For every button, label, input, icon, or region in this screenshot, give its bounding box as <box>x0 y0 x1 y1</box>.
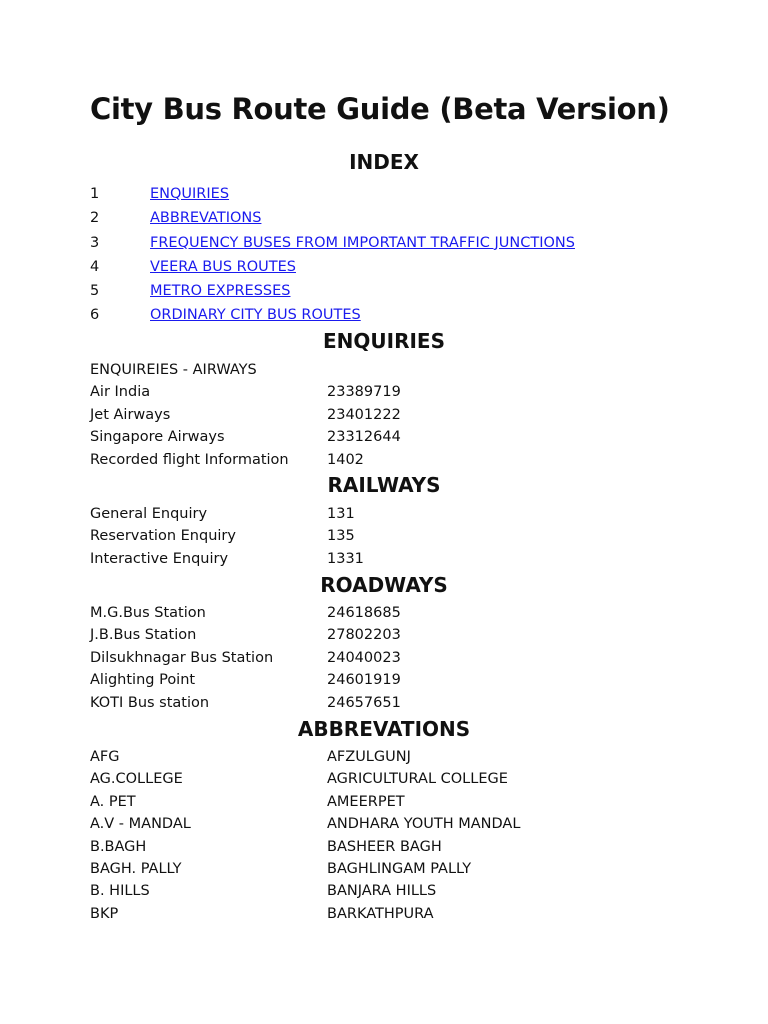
row-label: Interactive Enquiry <box>90 550 229 567</box>
abbrevations-heading: ABBREVATIONS <box>297 717 471 741</box>
row-value: 1331 <box>327 550 364 567</box>
abbrevation-code: AG.COLLEGE <box>90 771 183 788</box>
table-row <box>90 813 690 835</box>
table-row <box>90 692 690 714</box>
row-label: M.G.Bus Station <box>90 605 206 621</box>
abbrevation-code: A. PET <box>90 793 136 810</box>
row-label: Jet Airways <box>90 406 171 423</box>
index-item <box>90 231 690 255</box>
row-label: General Enquiry <box>90 506 208 522</box>
index-number: 2 <box>90 210 100 227</box>
abbrevation-code: B. HILLS <box>90 883 150 900</box>
abbrevation-meaning: BARKATHPURA <box>327 905 434 922</box>
document-title: City Bus Route Guide (Beta Version) <box>90 92 670 126</box>
table-row <box>90 903 690 925</box>
abbrevation-code: A.V - MANDAL <box>90 816 191 833</box>
row-label: KOTI Bus station <box>90 694 210 711</box>
index-link-abbrevations[interactable]: ABBREVATIONS <box>150 210 262 227</box>
index-link-frequency-buses[interactable]: FREQUENCY BUSES FROM IMPORTANT TRAFFIC JUNCTIONS <box>150 234 575 251</box>
abbrevation-meaning: BANJARA HILLS <box>327 883 437 900</box>
row-value: 131 <box>327 506 355 522</box>
abbrevation-code: AFG <box>90 749 120 765</box>
index-item <box>90 255 690 279</box>
table-row <box>90 503 690 525</box>
abbrevation-meaning: AMEERPET <box>327 793 405 810</box>
row-label: Air India <box>90 384 151 401</box>
table-row <box>90 768 690 790</box>
index-number: 3 <box>90 234 100 251</box>
table-row <box>90 449 690 471</box>
row-value: 24657651 <box>327 694 401 711</box>
row-value: 135 <box>327 528 355 545</box>
table-row <box>90 381 690 403</box>
abbrevation-meaning: AFZULGUNJ <box>327 749 411 765</box>
abbrevation-code: BKP <box>90 905 119 922</box>
abbrevation-meaning: AGRICULTURAL COLLEGE <box>327 771 508 788</box>
row-value: 1402 <box>327 451 364 468</box>
row-value: 23312644 <box>327 429 401 446</box>
table-row <box>90 858 690 880</box>
index-number: 4 <box>90 258 100 275</box>
index-link-metro-expresses[interactable]: METRO EXPRESSES <box>150 283 291 300</box>
index-item <box>90 182 690 206</box>
roadways-table <box>90 602 690 714</box>
abbrevation-code: BAGH. PALLY <box>90 860 182 877</box>
index-number: 6 <box>90 307 100 324</box>
index-item <box>90 279 690 303</box>
row-label: Alighting Point <box>90 672 196 689</box>
row-value: 27802203 <box>327 627 401 644</box>
abbrevation-meaning: BAGHLINGAM PALLY <box>327 860 472 877</box>
row-value: 24601919 <box>327 672 401 689</box>
row-label: Dilsukhnagar Bus Station <box>90 649 274 666</box>
table-row <box>90 669 690 691</box>
table-row <box>90 525 690 547</box>
enquiries-heading: ENQUIRIES <box>323 329 445 353</box>
index-heading: INDEX <box>349 150 419 174</box>
row-label: Recorded flight Information <box>90 451 289 468</box>
airways-enquiries-table <box>90 359 690 471</box>
index-number: 1 <box>90 186 100 202</box>
row-value: 24040023 <box>327 649 401 666</box>
airways-subheading: ENQUIREIES - AIRWAYS <box>90 362 257 378</box>
table-row <box>90 548 690 570</box>
index-list <box>90 182 690 328</box>
table-row <box>90 880 690 902</box>
table-row <box>90 426 690 448</box>
row-label: Singapore Airways <box>90 429 225 446</box>
row-value: 23389719 <box>327 384 401 401</box>
table-row <box>90 404 690 426</box>
abbrevation-code: B.BAGH <box>90 838 147 855</box>
index-number: 5 <box>90 283 100 300</box>
index-link-ordinary-city-bus-routes[interactable]: ORDINARY CITY BUS ROUTES <box>150 307 361 324</box>
table-row <box>90 602 690 624</box>
index-link-enquiries[interactable]: ENQUIRIES <box>150 186 230 202</box>
row-label: J.B.Bus Station <box>90 627 197 644</box>
table-row <box>90 791 690 813</box>
row-value: 24618685 <box>327 605 401 621</box>
abbrevation-meaning: ANDHARA YOUTH MANDAL <box>327 816 521 833</box>
table-row <box>90 624 690 646</box>
roadways-heading: ROADWAYS <box>320 573 448 597</box>
railways-heading: RAILWAYS <box>327 473 441 497</box>
row-value: 23401222 <box>327 406 401 423</box>
index-item <box>90 303 690 327</box>
index-item <box>90 206 690 230</box>
abbrevations-table <box>90 746 690 925</box>
table-row <box>90 836 690 858</box>
index-link-veera-bus-routes[interactable]: VEERA BUS ROUTES <box>150 258 296 275</box>
abbrevation-meaning: BASHEER BAGH <box>327 838 442 855</box>
railways-table <box>90 503 690 570</box>
row-label: Reservation Enquiry <box>90 528 236 545</box>
table-row <box>90 746 690 768</box>
table-row <box>90 647 690 669</box>
